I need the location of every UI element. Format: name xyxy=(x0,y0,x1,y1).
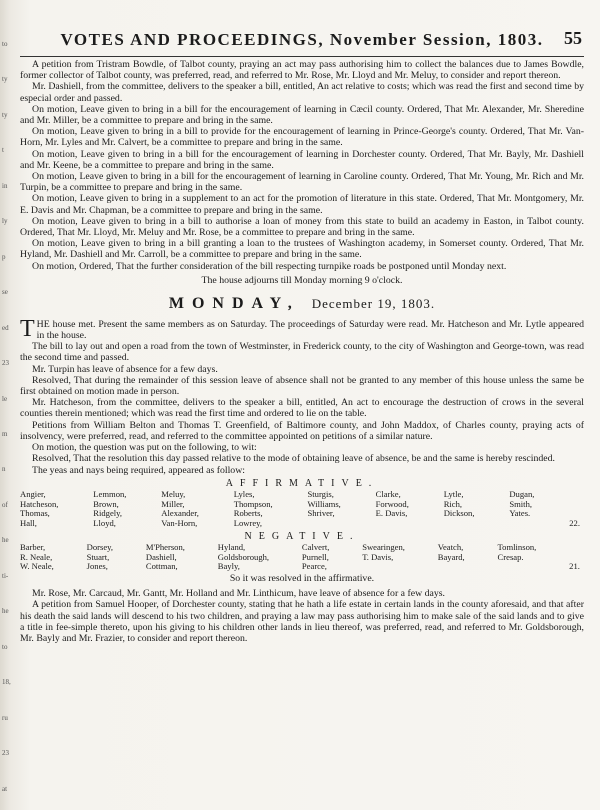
affirmative-names xyxy=(20,490,580,529)
gutter-fragment: n xyxy=(2,465,6,474)
gutter-fragment: he xyxy=(2,536,9,545)
gutter-fragment: in xyxy=(2,181,8,190)
member-name: Roberts, xyxy=(233,508,263,519)
name-column xyxy=(498,543,537,572)
member-name: Williams, xyxy=(307,498,341,509)
name-column xyxy=(509,490,534,529)
member-name: Swearingen, xyxy=(362,541,405,552)
member-name: Dashiell, xyxy=(145,551,177,562)
header-rule xyxy=(20,56,584,57)
member-name: Brown, xyxy=(93,498,119,509)
paragraph: Resolved, That the resolution this day passed relative to the mode of obtaining leave of absence, be and the same is hereby rescinded. xyxy=(32,453,555,465)
name-column xyxy=(20,543,54,572)
gutter-fragment: at xyxy=(2,784,8,793)
member-name: Goldsborough, xyxy=(217,551,270,562)
paragraph: On motion, Leave given to bring in a bill for the encouragement of learning in Caroline county. Ordered, That Mr. Young, Mr. Rich and Mr. Turpin, be a committee to prepare and bring in the same. xyxy=(20,171,584,194)
adjourn-notice: The house adjourns till Monday morning 9 o'clock. xyxy=(201,274,403,286)
member-name: Lytle, xyxy=(443,488,464,499)
paragraph: A petition from Tristram Bowdle, of Talbot county, praying an act may pass authorising him to collect the balances due to James Bowdle, former collector of Talbot county, was preferred, read, and referred to Mr. Rose, Mr. Lloyd and Mr. Meluy, to consider and report thereon. xyxy=(20,59,584,82)
day-heading xyxy=(20,295,584,313)
paragraph: Mr. Hatcheson, from the committee, delivers to the speaker a bill, entitled, An act to encourage the destruction of crows in the several counties therein mentioned; which was read the first time and ordered to lie on the table. xyxy=(20,397,584,420)
gutter-fragment: ty xyxy=(2,75,8,84)
closing-section xyxy=(20,588,584,644)
gutter-fragment: of xyxy=(2,500,8,509)
member-name: Barber, xyxy=(20,541,46,552)
paragraph: The yeas and nays being required, appeared as follow: xyxy=(32,464,246,476)
name-column xyxy=(308,490,341,529)
gutter-fragment: ti- xyxy=(2,571,9,580)
member-name: Pearce, xyxy=(301,561,327,572)
name-column xyxy=(362,543,405,572)
gutter-fragment: he xyxy=(2,607,9,616)
member-name: Lloyd, xyxy=(93,518,116,529)
member-name: Rich, xyxy=(443,498,463,509)
member-name: Jones, xyxy=(86,561,108,572)
member-name: Dorsey, xyxy=(86,541,114,552)
member-name: Hyland, xyxy=(217,541,246,552)
member-name: E. Davis, xyxy=(375,508,408,519)
day-date: December 19, 1803. xyxy=(311,295,436,311)
name-column xyxy=(93,490,126,529)
name-column xyxy=(87,543,113,572)
member-name: Cottman, xyxy=(145,561,178,572)
member-name: Clarke, xyxy=(375,488,401,499)
member-name: Purnell, xyxy=(301,551,329,562)
name-column xyxy=(146,543,185,572)
member-name: Miller, xyxy=(161,498,185,509)
member-name: Meluy, xyxy=(161,488,186,499)
gutter-fragment: se xyxy=(2,288,8,297)
paragraph: On motion, Leave given to bring in a bill granting a loan to the trustees of Washington academy, in Somerset county. Ordered, That Mr. Hyland, Mr. Dashiell and Mr. Carroll, be a committee to prepare and bring in the same. xyxy=(20,238,584,261)
vote-count: 21. xyxy=(569,561,580,572)
name-column xyxy=(234,490,273,529)
member-name: Dugan, xyxy=(509,488,535,499)
paragraph: On motion, Leave given to bring in a bill to provide for the encouragement of learning in Prince-George's county. Ordered, That Mr. Van-Horn, Mr. Lyles and Mr. Calvert, be a committee to prepare and bring in the same. xyxy=(20,126,584,149)
member-name: Ridgely, xyxy=(93,508,123,519)
name-column xyxy=(161,490,199,529)
negative-heading: NEGATIVE. xyxy=(244,530,360,542)
gutter-fragment: ru xyxy=(2,713,8,722)
member-name: Thompson, xyxy=(233,498,273,509)
member-name: Lemmon, xyxy=(93,488,127,499)
paragraph: On motion, Leave given to bring in a bill to authorise a loan of money from this state to build an academy in Easton, in Talbot county. Ordered, That Mr. Lloyd, Mr. Meluy and Mr. Rose, be a committee to prepare and bring in the same. xyxy=(20,215,584,239)
paragraph: On motion, Ordered, That the further consideration of the bill respecting turnpike roads be postponed until Monday next. xyxy=(32,260,507,272)
gutter-fragment: ly xyxy=(2,217,8,226)
gutter-fragment: ty xyxy=(2,110,8,119)
member-name: Sturgis, xyxy=(307,488,334,499)
paragraph: Mr. Turpin has leave of absence for a few days. xyxy=(32,363,218,375)
member-name: Angier, xyxy=(20,488,46,499)
member-name: Bayard, xyxy=(437,551,465,562)
vote-count: 22. xyxy=(569,518,580,529)
gutter-fragment: le xyxy=(2,394,8,403)
page-title: VOTES AND PROCEEDINGS, November Session, 1803. xyxy=(60,30,544,49)
member-name: Forwood, xyxy=(375,498,409,509)
negative-names xyxy=(20,543,580,572)
paragraph: Mr. Dashiell, from the committee, delivers to the speaker a bill, entitled, An act relative to costs; which was read the first and second time by especial order and passed. xyxy=(20,81,584,104)
name-column xyxy=(302,543,329,572)
paragraph: Petitions from William Belton and Thomas T. Greenfield, of Baltimore county, and John Maddox, of Charles county, praying acts of insolvency, were preferred, read, and referred to the committee appointed on petitions of a similar nature. xyxy=(20,419,584,442)
paragraph xyxy=(20,315,584,342)
member-name: Hatcheson, xyxy=(20,498,59,509)
member-name: Van-Horn, xyxy=(161,518,198,529)
name-column xyxy=(444,490,475,529)
name-column xyxy=(438,543,465,572)
name-column xyxy=(376,490,409,529)
paragraph: A petition from Samuel Hooper, of Dorchester county, stating that he hath a life estate in certain lands in the county aforesaid, and that after his death the said lands will descend to his two children, and praying a law may pass authorising him to make sale of the said lands and to give a title in fee-simple thereto, upon his giving to his children other lands in lieu thereof, was preferred, read, and referred to Mr. Goldsborough, Mr. Bayly and Mr. Frazier, to consider and report thereon. xyxy=(20,599,584,645)
member-name: Calvert, xyxy=(301,541,330,552)
gutter-fragment: to xyxy=(2,642,8,651)
page-header xyxy=(20,26,584,56)
member-name: Shriver, xyxy=(307,508,335,519)
member-name: Smith, xyxy=(509,498,533,509)
gutter-fragment: 23 xyxy=(2,359,9,368)
gutter-fragment: 18, xyxy=(2,678,11,687)
vote-result: So it was resolved in the affirmative. xyxy=(229,573,375,585)
member-name: Tomlinson, xyxy=(497,541,537,552)
session-section xyxy=(20,59,584,272)
paragraph: On motion, Leave given to bring in a supplement to an act for the promotion of literature in this state. Ordered, That Mr. Montgomery, Mr. E. Davis and Mr. Chapman, be a committee to prepare and bring in the same. xyxy=(20,193,584,216)
gutter-fragment: ed xyxy=(2,323,9,332)
member-name: Veatch, xyxy=(437,541,464,552)
member-name: Hall, xyxy=(20,518,37,529)
member-name: Bayly, xyxy=(217,561,240,572)
paragraph: On motion, Leave given to bring in a bill for the encouragement of learning in Cæcil county. Ordered, That Mr. Alexander, Mr. Sheredine and Mr. Miller, be a committee to prepare and bring in the same. xyxy=(20,103,584,127)
name-column xyxy=(20,490,58,529)
gutter-fragment: t xyxy=(2,146,4,155)
paragraph: Mr. Rose, Mr. Carcaud, Mr. Gantt, Mr. Holland and Mr. Linthicum, have leave of absence for a few days. xyxy=(32,588,445,600)
drop-cap: T xyxy=(20,315,35,342)
paragraph: On motion, the question was put on the following, to wit: xyxy=(32,442,257,454)
member-name: T. Davis, xyxy=(362,551,394,562)
page-number: 55 xyxy=(564,28,582,48)
paragraph: The bill to lay out and open a road from the town of Westminster, in Frederick county, to the city of Washington and George-town, was read the second time and passed. xyxy=(20,341,584,364)
affirmative-heading: AFFIRMATIVE. xyxy=(225,477,379,489)
gutter-fragment: p xyxy=(2,252,6,261)
name-column xyxy=(218,543,269,572)
member-name: Alexander, xyxy=(161,508,199,519)
member-name: Yates. xyxy=(509,508,531,519)
member-name: Dickson, xyxy=(443,508,475,519)
paragraph: Resolved, That during the remainder of this session leave of absence shall not be granted to any member of this house unless the same be first obtained on motion made in person. xyxy=(20,374,584,398)
member-name: Thomas, xyxy=(20,508,50,519)
member-name: Lowrey, xyxy=(233,518,263,529)
member-name: Cresap. xyxy=(497,551,524,562)
member-name: Lyles, xyxy=(233,488,255,499)
gutter-fragment: m xyxy=(2,430,8,438)
member-name: R. Neale, xyxy=(20,551,53,562)
member-name: Stuart, xyxy=(86,551,110,562)
member-name: W. Neale, xyxy=(20,561,54,572)
monday-section xyxy=(20,315,584,476)
gutter-fragment: 23 xyxy=(2,749,9,758)
member-name: M'Pherson, xyxy=(145,541,185,552)
gutter-fragment: to xyxy=(2,40,8,48)
vote-block xyxy=(20,478,584,586)
paragraph: On motion, Leave given to bring in a bill for the encouragement of learning in Dorchester county. Ordered, That Mr. Bayly, Mr. Dashiell and Mr. Keene, be a committee to prepare and bring in the same. xyxy=(20,148,584,171)
day-name: MONDAY, xyxy=(168,294,300,312)
paragraph-text: HE house met. Present the same members as on Saturday. The proceedings of Saturday were read. Mr. Hatcheson and Mr. Lytle appeared in the house. xyxy=(36,318,584,342)
binding-gutter xyxy=(2,0,16,810)
